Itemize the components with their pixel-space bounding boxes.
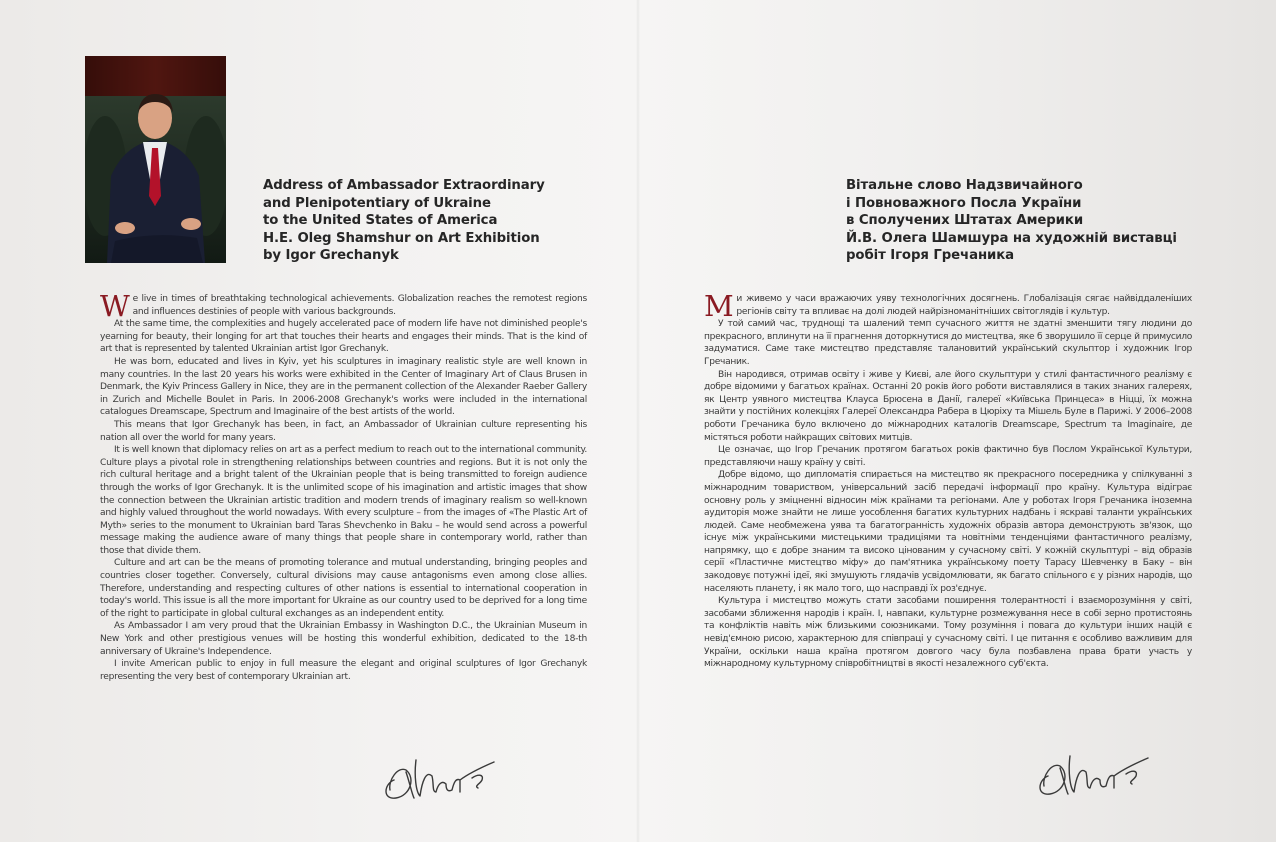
ambassador-signature: [376, 740, 516, 806]
ukrainian-paragraph: Добре відомо, що дипломатія спирається на мистецтво як прекрасного посередника у спілкуванні з міжнародним товариством, універсальний засіб передачі інформації про країну. Культура відіграє основну роль у зміцненні відносин між країнами та регіонами. Але у роботах Ігоря Гречаника іноземна аудиторія може знайти не лише уособлення багатих культурних надбань і яскраві таланти українських людей. Саме необмежена уява та багатогранність художніх образів автора демонструють зв'язок, що існує між українськими мистецькими традиціями та новітніми тенденціями фантастичного реалізму, напрямку, що є добре знаним та високо цінованим у сучасному світі. У кожній скульптурі – від образів серії «Пластичне мистецтво міфу» до пам'ятника українському поету Тарасу Шевченку в Баку – він закодовує потужні ідеї, які змушують глядачів усвідомлювати, як багато спільного є у різних народів, що населяють планету, і як мало того, що насправді їх роз'єднує.: [704, 470, 1192, 594]
english-title-line: to the United States of America: [263, 213, 498, 229]
ukrainian-paragraph: [704, 289, 1192, 323]
english-title-line: by Igor Grechanyk: [263, 248, 399, 264]
ukrainian-title-line: в Сполучених Штатах Америки: [846, 213, 1084, 229]
english-body-text: [100, 289, 588, 683]
english-paragraph: [100, 289, 587, 323]
ukrainian-paragraph-text: и живемо у часи вражаючих уяву технологічних досягнень. Глобалізація сягає найвіддаленіших регіонів світу та впливає на долі людей найрізноманітніших світоглядів і культур.: [736, 294, 1192, 317]
english-title-line: and Plenipotentiary of Ukraine: [263, 195, 491, 211]
drop-cap: W: [100, 289, 130, 323]
ukrainian-paragraph: Це означає, що Ігор Гречаник протягом багатьох років фактично був Послом Української Культури, представляючи нашу країну у світі.: [704, 445, 1192, 468]
ambassador-portrait-photo: [85, 56, 226, 263]
ukrainian-body-text: [704, 289, 1192, 671]
english-paragraph-text: e live in times of breathtaking technological achievements. Globalization reaches the remotest regions and influences destinies of people with various backgrounds.: [132, 294, 587, 317]
english-paragraph: It is well known that diplomacy relies on art as a perfect medium to reach out to the international community. Culture plays a pivotal role in strengthening relationships between countries and regions. But it is not only the rich cultural heritage and a bright talent of the Ukrainian people that is being transmitted to foreign audience through the works of Igor Grechanyk. It is the unlimited scope of his imagination and artistic images that show the connection between the Ukrainian artistic tradition and modern trends of imaginary realism so well-known and highly valued throughout the world nowadays. With every sculpture – from the images of «The Plastic Art of Myth» series to the monument to Ukrainian bard Taras Shevchenko in Baku – he would send across a powerful message making the audience aware of many things that people share in contemporary world, rather than those that divide them.: [100, 445, 588, 556]
page-fold: [636, 0, 640, 842]
ukrainian-paragraph: У той самий час, труднощі та шалений темп сучасного життя не здатні зменшити тягу людини до прекрасного, вплинути на її прагнення доторкнутися до мистецтва, яке б зворушило її серце й примусило задуматися. Саме таке мистецтво представляє талановитий український скульптор і художник Ігор Гречаник.: [704, 319, 1192, 367]
english-paragraph: I invite American public to enjoy in full measure the elegant and original sculptures of Igor Grechanyk representing the very best of contemporary Ukrainian art.: [100, 659, 587, 682]
drop-cap: М: [704, 289, 734, 323]
english-title-line: Address of Ambassador Extraordinary: [263, 178, 545, 193]
english-paragraph: He was born, educated and lives in Kyiv, yet his sculptures in imaginary realistic style are well known in many countries. In the last 20 years his works were exhibited in the Center of Imaginary Art of Claus Brusen in Denmark, the Kyiv Princess Gallery in Nice, they are in the permanent collection of the Alexander Raeber Gallery in Zurich and Michelle Boulet in Paris. In 2006-2008 Grechanyk's works were included in the international catalogues Dreamscape, Spectrum and Imaginaire of the best artists of the world.: [100, 356, 587, 418]
english-paragraph: As Ambassador I am very proud that the Ukrainian Embassy in Washington D.C., the Ukrainian Museum in New York and other prestigious venues will be hosting this wonderful exhibition, dedicated to the 18-th anniversary of Ukraine's Independence.: [100, 621, 587, 657]
english-title-line: H.E. Oleg Shamshur on Art Exhibition: [263, 230, 540, 246]
english-paragraph: This means that Igor Grechanyk has been, in fact, an Ambassador of Ukrainian culture representing his nation all over the world for many years.: [100, 419, 587, 443]
ukrainian-paragraph: Він народився, отримав освіту і живе у Києві, але його скульптури у стилі фантастичного реалізму є добре відомими у багатьох країнах. Останні 20 років його роботи виставлялися в таких знаних галереях, як Центр уявного мистецтва Клауса Брюсена в Данії, галереї «Київська Принцеса» в Ніцці, їх можна знайти у постійних колекціях Галереї Олександра Рабера в Цюріху та Мішель Буле в Парижі. У 2006–2008 роботи Гречаника було включено до міжнародних каталогів Dreamscape, Spectrum та Imaginaire, де містяться роботи найкращих світових митців.: [704, 369, 1192, 443]
ambassador-signature: [1030, 736, 1170, 802]
ukrainian-title-line: Вітальне слово Надзвичайного: [846, 178, 1083, 193]
english-title: [263, 177, 603, 265]
ukrainian-title-line: Й.В. Олега Шамшура на художній виставці: [846, 230, 1177, 246]
english-paragraph: Culture and art can be the means of promoting tolerance and mutual understanding, bringing peoples and countries closer together. Conversely, cultural divisions may cause antagonisms even among close allies. Therefore, understanding and respecting cultures of other nations is essential to international cooperation in today's world. This issue is all the more important for Ukraine as our country used to be deprived for a long time of the right to participate in global cultural exchanges as an independent entity.: [100, 558, 587, 619]
ukrainian-paragraph: Культура і мистецтво можуть стати засобами поширення толерантності і взаєморозуміння у світі, засобами зближення народів і країн. І, навпаки, культурне розмежування несе в собі зерно протистоянь та конфліктів навіть між близькими союзниками. Тому розуміння і повага до культури інших націй є невід'ємною рисою, характерною для співпраці у сучасному світі. І це питання є особливо важливим для України, оскільки наша країна протягом довгого часу була позбавлена права брати участь у міжнародному культурному співробітництві в якості незалежного суб'єкта.: [704, 596, 1192, 670]
ukrainian-title: [846, 177, 1226, 265]
ukrainian-title-line: робіт Ігоря Гречаника: [846, 248, 1015, 264]
ukrainian-title-line: і Повноважного Посла України: [846, 195, 1082, 211]
english-paragraph: At the same time, the complexities and hugely accelerated pace of modern life have not diminished people's yearning for beauty, their longing for art that touches their hearts and engages their minds. That is the kind of art that is represented by talented Ukrainian artist Igor Grechanyk.: [100, 319, 587, 355]
